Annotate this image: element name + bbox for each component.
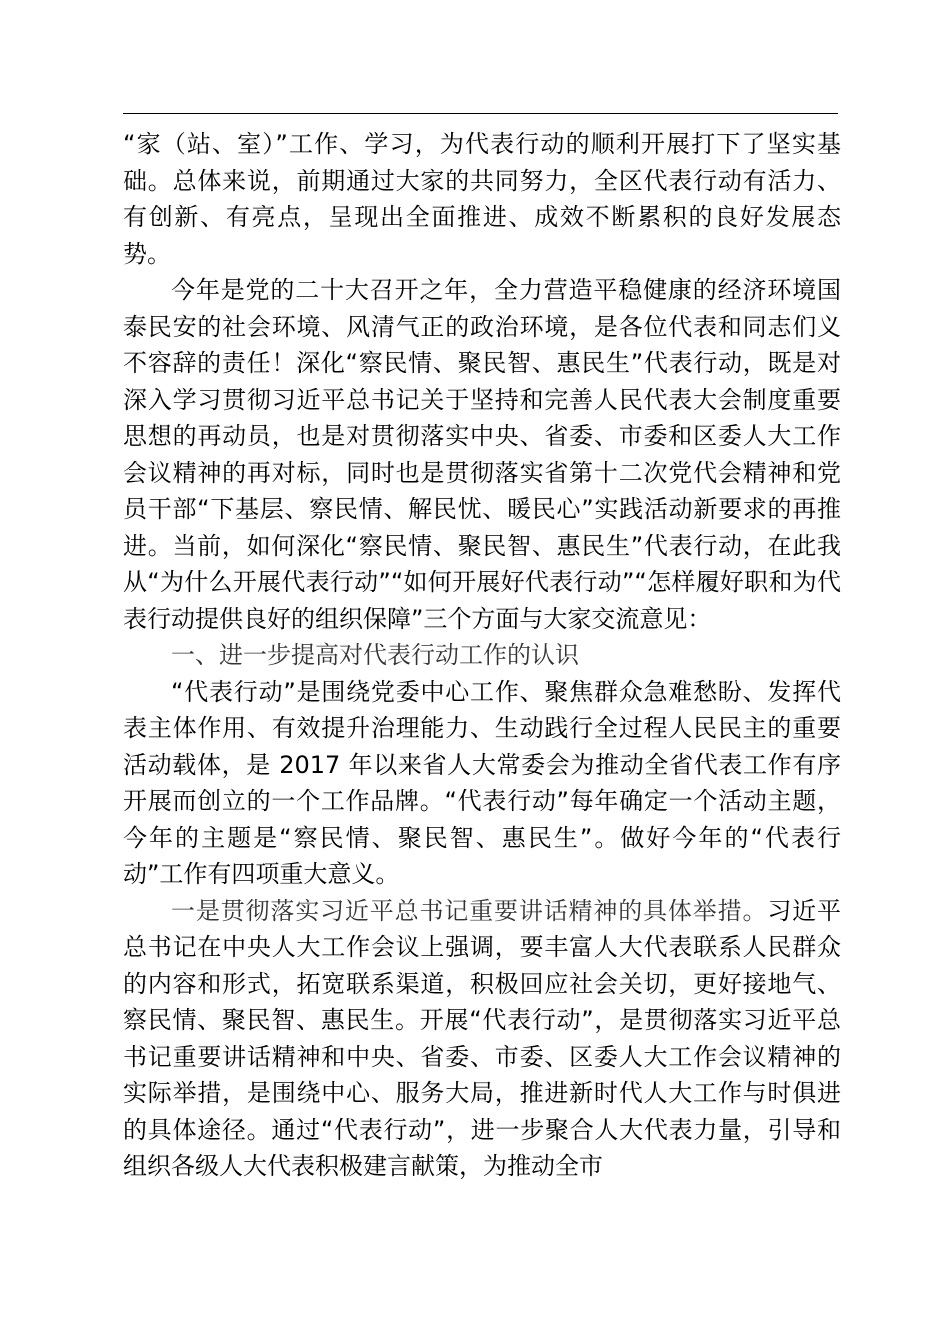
- section-heading: 一、进一步提高对代表行动工作的认识: [171, 641, 579, 669]
- paragraph-4: [123, 893, 841, 1185]
- paragraph-1: “家（站、室）”工作、学习，为代表行动的顺利开展打下了坚实基础。总体来说，前期通过大家的共同努力，全区代表行动有活力、有创新、有亮点，呈现出全面推进、成效不断累积的良好发展态势。: [123, 130, 841, 268]
- header-rule: [123, 113, 838, 114]
- paragraph-4-lead: 一是贯彻落实习近平总书记重要讲话精神的具体举措。: [171, 896, 768, 925]
- paragraph-4-rest: 习近平总书记在中央人大工作会议上强调，要丰富人大代表联系人民群众的内容和形式，拓宽联系渠道，积极回应社会关切，更好接地气、察民情、聚民智、惠民生。开展“代表行动”，是贯彻落实习近平总书记重要讲话精神和中央、省委、市委、区委人大工作会议精神的实际举措，是围绕中心、服务大局，推进新时代人大工作与时俱进的具体途径。通过“代表行动”，进一步聚合人大代表力量，引导和组织各级人大代表积极建言献策，为推动全市: [123, 896, 842, 1180]
- paragraph-2: 今年是党的二十大召开之年，全力营造平稳健康的经济环境国泰民安的社会环境、风清气正的政治环境，是各位代表和同志们义不容辞的责任！深化“察民情、聚民智、惠民生”代表行动，既是对深入学习贯彻习近平总书记关于坚持和完善人民代表大会制度重要思想的再动员，也是对贯彻落实中央、省委、市委和区委人大工作会议精神的再对标，同时也是贯彻落实省第十二次党代会精神和党员干部“下基层、察民情、解民忧、暖民心”实践活动新要求的再推进。当前，如何深化“察民情、聚民智、惠民生”代表行动，在此我从“为什么开展代表行动”“如何开展好代表行动”“怎样履好职和为代表行动提供良好的组织保障”三个方面与大家交流意见：: [123, 276, 841, 633]
- document-body: [123, 126, 841, 1185]
- paragraph-3: “代表行动”是围绕党委中心工作、聚焦群众急难愁盼、发挥代表主体作用、有效提升治理能力、生动践行全过程人民民主的重要活动载体，是 2017 年以来省人大常委会为推动全省代表工作有序开展而创立的一个工作品牌。“代表行动”每年确定一个活动主题，今年的主题是“察民情、聚民智、惠民生”。做好今年的“代表行动”工作有四项重大意义。: [123, 677, 841, 888]
